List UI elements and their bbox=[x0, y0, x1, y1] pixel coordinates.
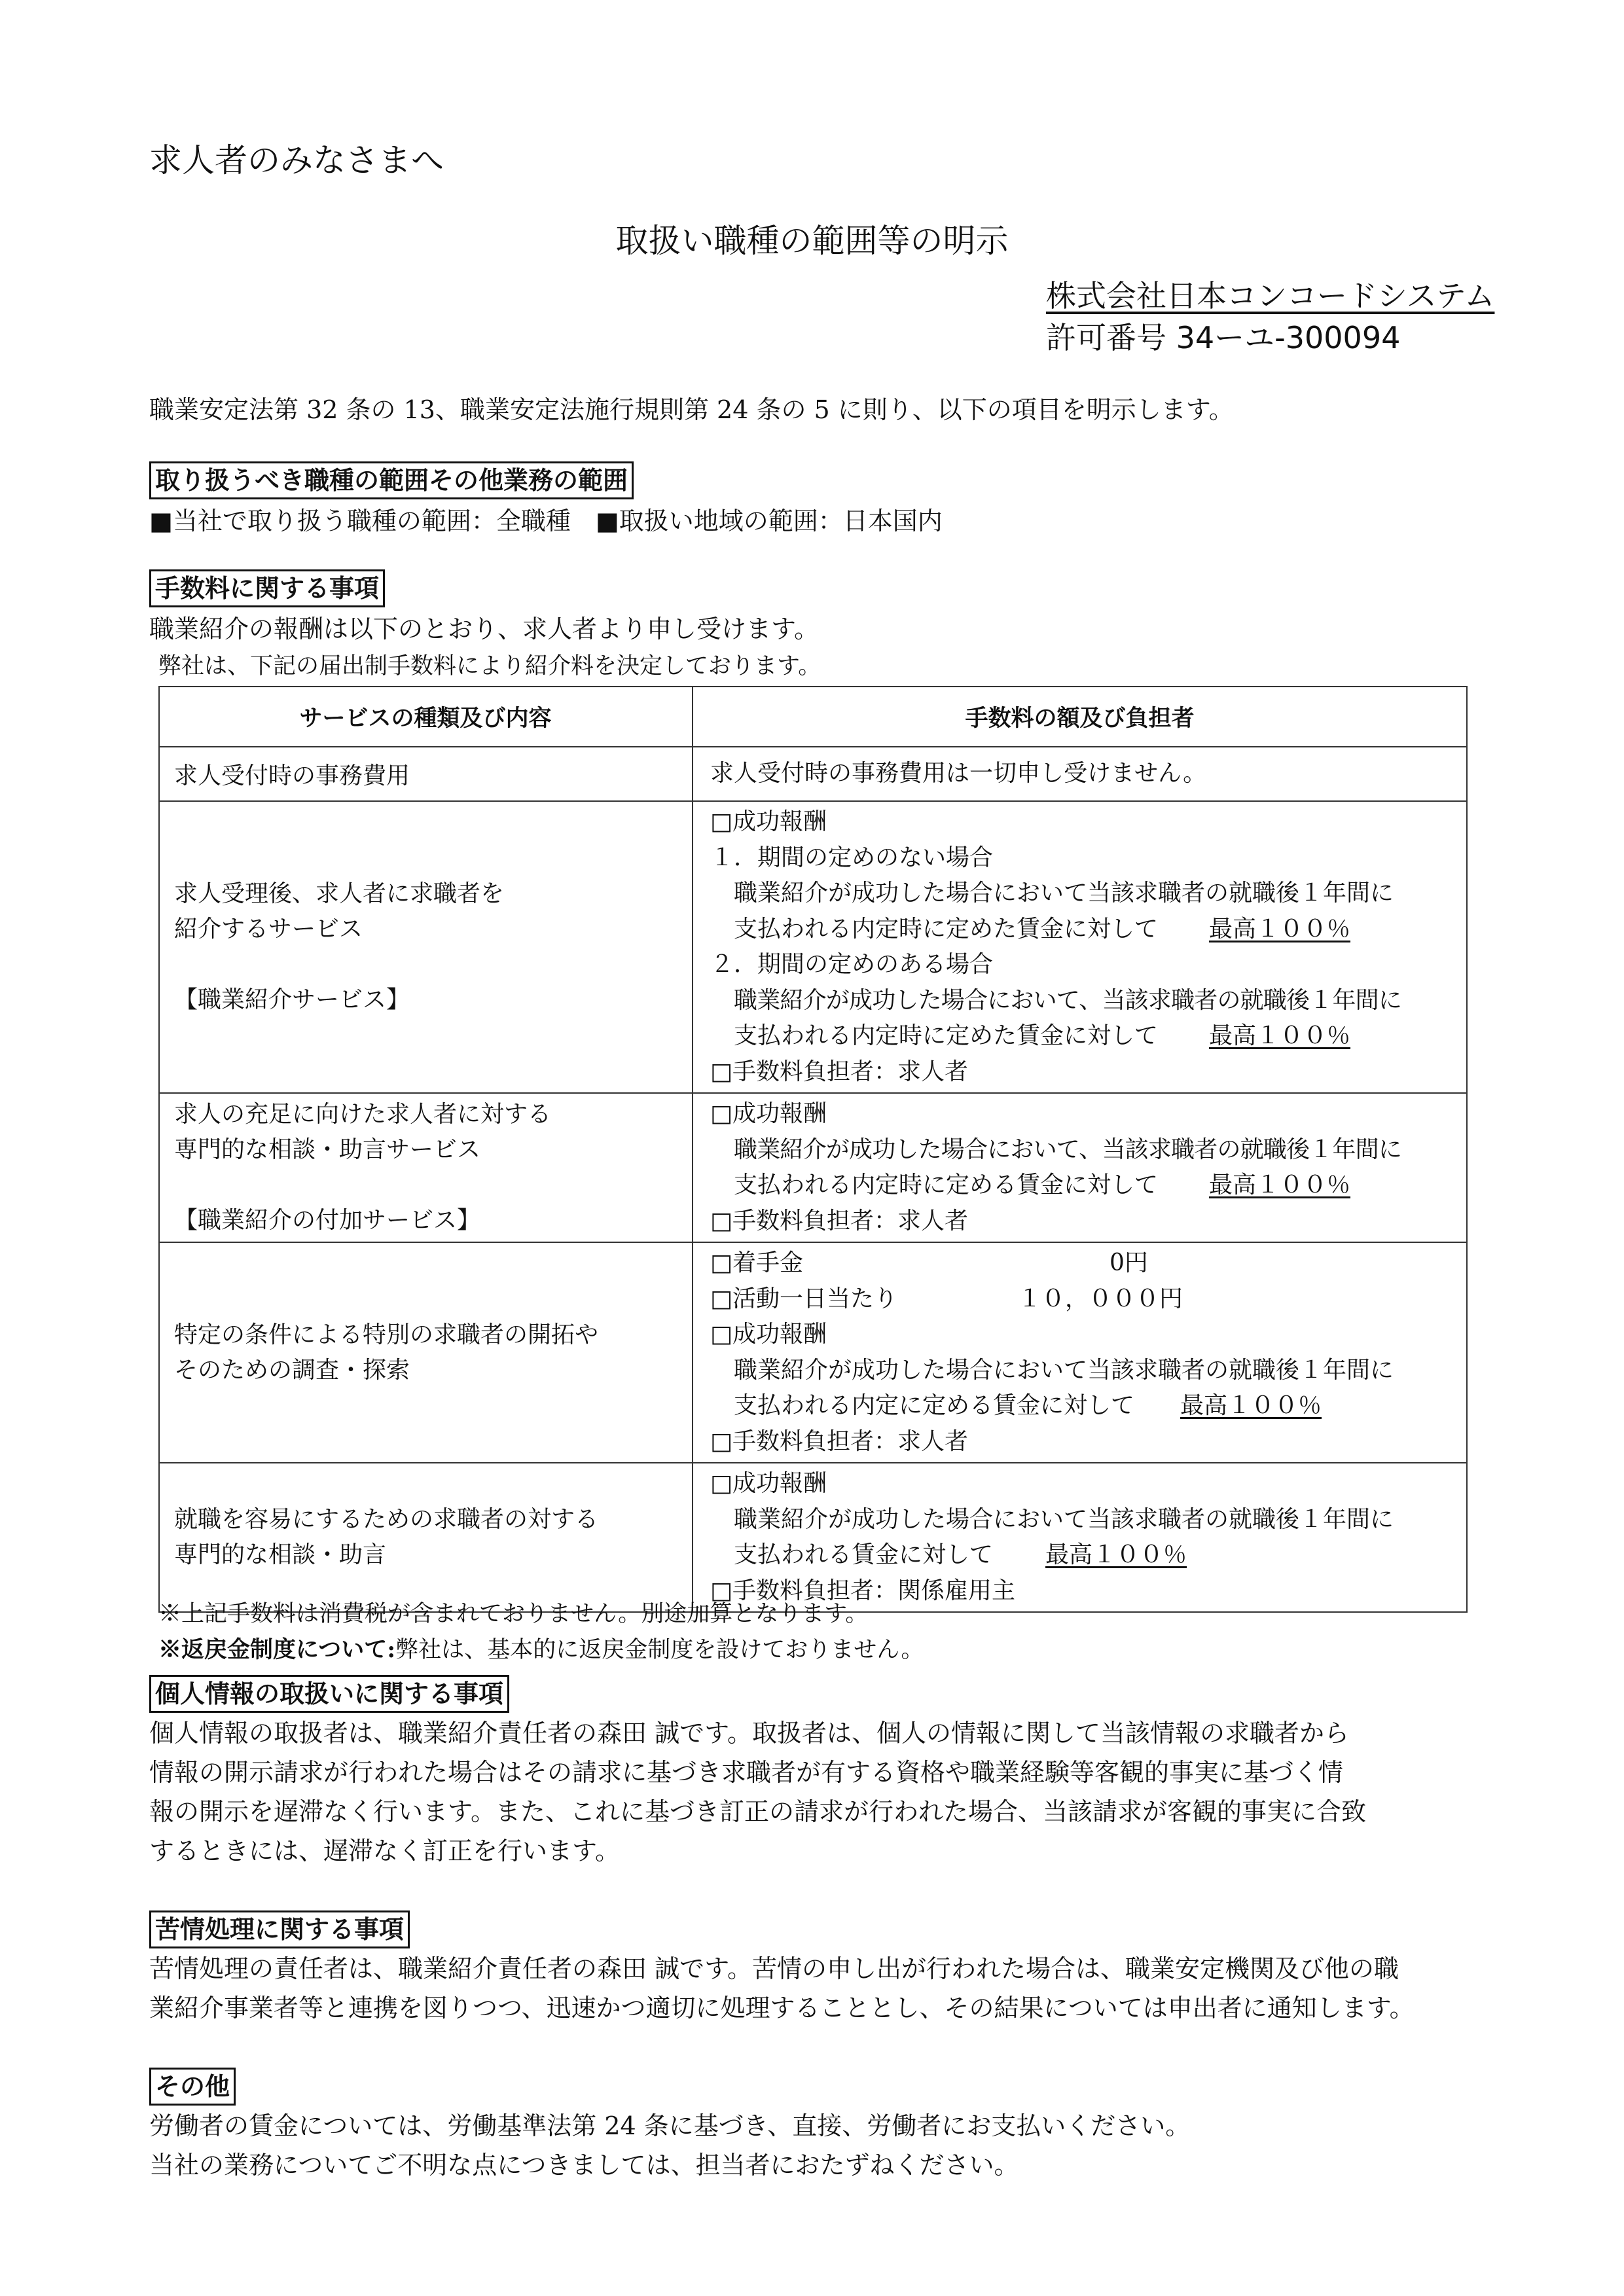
max-rate: 最高１００％ bbox=[1180, 1392, 1322, 1419]
col-header-fee: 手数料の額及び負担者 bbox=[693, 687, 1467, 747]
other-section: その他 労働者の賃金については、労働基準法第 24 条に基づき、直接、労働者にお支払いください。 当社の業務についてご不明な点につきましては、担当者におたずねください。 bbox=[149, 2067, 1485, 2185]
privacy-heading: 個人情報の取扱いに関する事項 bbox=[149, 1675, 509, 1713]
table-row bbox=[159, 1093, 1467, 1242]
fee-cell: □着手金 0円 □活動一日当たり １０，０００円 □成功報酬 職業紹介が成功した場合において当該求職者の就職後１年間に 支払われる内定に定める賃金に対して 最高１００％ □手数料負担者：求人者 bbox=[693, 1242, 1467, 1463]
fee-cell: □成功報酬 １．期間の定めのない場合 職業紹介が成功した場合において当該求職者の就職後１年間に 支払われる内定時に定めた賃金に対して 最高１００％ ２．期間の定めのある場合 職業紹介が成功した場合において、当該求職者の就職後１年間に 支払われる内定時に定めた賃金に対して 最高１００％ □手数料負担者：求人者 bbox=[693, 801, 1467, 1093]
license-number: 許可番号 34ーユ-300094 bbox=[1046, 320, 1401, 355]
service-cell: 就職を容易にするための求職者の対する 専門的な相談・助言 bbox=[159, 1463, 693, 1612]
max-rate: 最高１００％ bbox=[1045, 1541, 1187, 1568]
service-cell: 求人の充足に向けた求人者に対する 専門的な相談・助言サービス 【職業紹介の付加サービス】 bbox=[159, 1093, 693, 1242]
fees-section bbox=[149, 569, 819, 645]
service-cell: 特定の条件による特別の求職者の開拓や そのための調査・探索 bbox=[159, 1242, 693, 1463]
intro-text: 職業安定法第 32 条の 13、職業安定法施行規則第 24 条の 5 に則り、以下の項目を明示します。 bbox=[149, 395, 1234, 424]
scope-text: ■当社で取り扱う職種の範囲：全職種 ■取扱い地域の範囲：日本国内 bbox=[149, 507, 943, 535]
fee-table bbox=[158, 686, 1468, 1613]
greeting: 求人者のみなさまへ bbox=[149, 141, 444, 179]
company-name: 株式会社日本コンコードシステム bbox=[1046, 278, 1495, 314]
table-row bbox=[159, 801, 1467, 1093]
complaints-heading: 苦情処理に関する事項 bbox=[149, 1910, 410, 1948]
fees-heading: 手数料に関する事項 bbox=[149, 569, 385, 607]
table-row bbox=[159, 1463, 1467, 1612]
table-row bbox=[159, 1242, 1467, 1463]
max-rate: 最高１００％ bbox=[1209, 1022, 1351, 1049]
refund-note: ※返戻金制度について:弊社は、基本的に返戻金制度を設けておりません。 bbox=[158, 1636, 924, 1663]
company-block bbox=[1046, 275, 1494, 359]
complaints-section: 苦情処理に関する事項 苦情処理の責任者は、職業紹介責任者の森田 誠です。苦情の申し出が行われた場合は、職業安定機関及び他の職 業紹介事業者等と連携を図りつつ、迅速かつ適切に処理することとし、その結果については申出者に通知します。 bbox=[149, 1910, 1485, 2028]
table-row bbox=[159, 747, 1467, 801]
col-header-service: サービスの種類及び内容 bbox=[159, 687, 693, 747]
scope-section bbox=[149, 461, 943, 537]
max-rate: 最高１００％ bbox=[1209, 915, 1351, 942]
fees-lead-2: 弊社は、下記の届出制手数料により紹介料を決定しております。 bbox=[158, 653, 821, 679]
privacy-section: 個人情報の取扱いに関する事項 個人情報の取扱者は、職業紹介責任者の森田 誠です。取扱者は、個人の情報に関して当該情報の求職者から 情報の開示請求が行われた場合はその請求に基づき求職者が有する資格や職業経験等客観的事実に基づく情 報の開示を遅滞なく行います。また、これに基づき訂正の請求が行われた場合、当該請求が客観的事実に合致 するときには、遅滞なく訂正を行います。 bbox=[149, 1674, 1485, 1871]
scope-heading: 取り扱うべき職種の範囲その他業務の範囲 bbox=[149, 461, 634, 499]
fee-cell: 求人受付時の事務費用は一切申し受けません。 bbox=[693, 747, 1467, 801]
fees-lead-1: 職業紹介の報酬は以下のとおり、求人者より申し受けます。 bbox=[149, 615, 819, 643]
fee-cell: □成功報酬 職業紹介が成功した場合において当該求職者の就職後１年間に 支払われる賃金に対して 最高１００％ □手数料負担者：関係雇用主 bbox=[693, 1463, 1467, 1612]
other-heading: その他 bbox=[149, 2068, 236, 2106]
max-rate: 最高１００％ bbox=[1209, 1172, 1351, 1198]
tax-note: ※上記手数料は消費税が含まれておりません。別途加算となります。 bbox=[158, 1601, 869, 1627]
table-header-row bbox=[159, 687, 1467, 747]
service-cell: 求人受理後、求人者に求職者を 紹介するサービス 【職業紹介サービス】 bbox=[159, 801, 693, 1093]
document-title: 取扱い職種の範囲等の明示 bbox=[615, 222, 1009, 260]
fee-cell: □成功報酬 職業紹介が成功した場合において、当該求職者の就職後１年間に 支払われる内定時に定める賃金に対して 最高１００％ □手数料負担者：求人者 bbox=[693, 1093, 1467, 1242]
service-cell: 求人受付時の事務費用 bbox=[159, 747, 693, 801]
